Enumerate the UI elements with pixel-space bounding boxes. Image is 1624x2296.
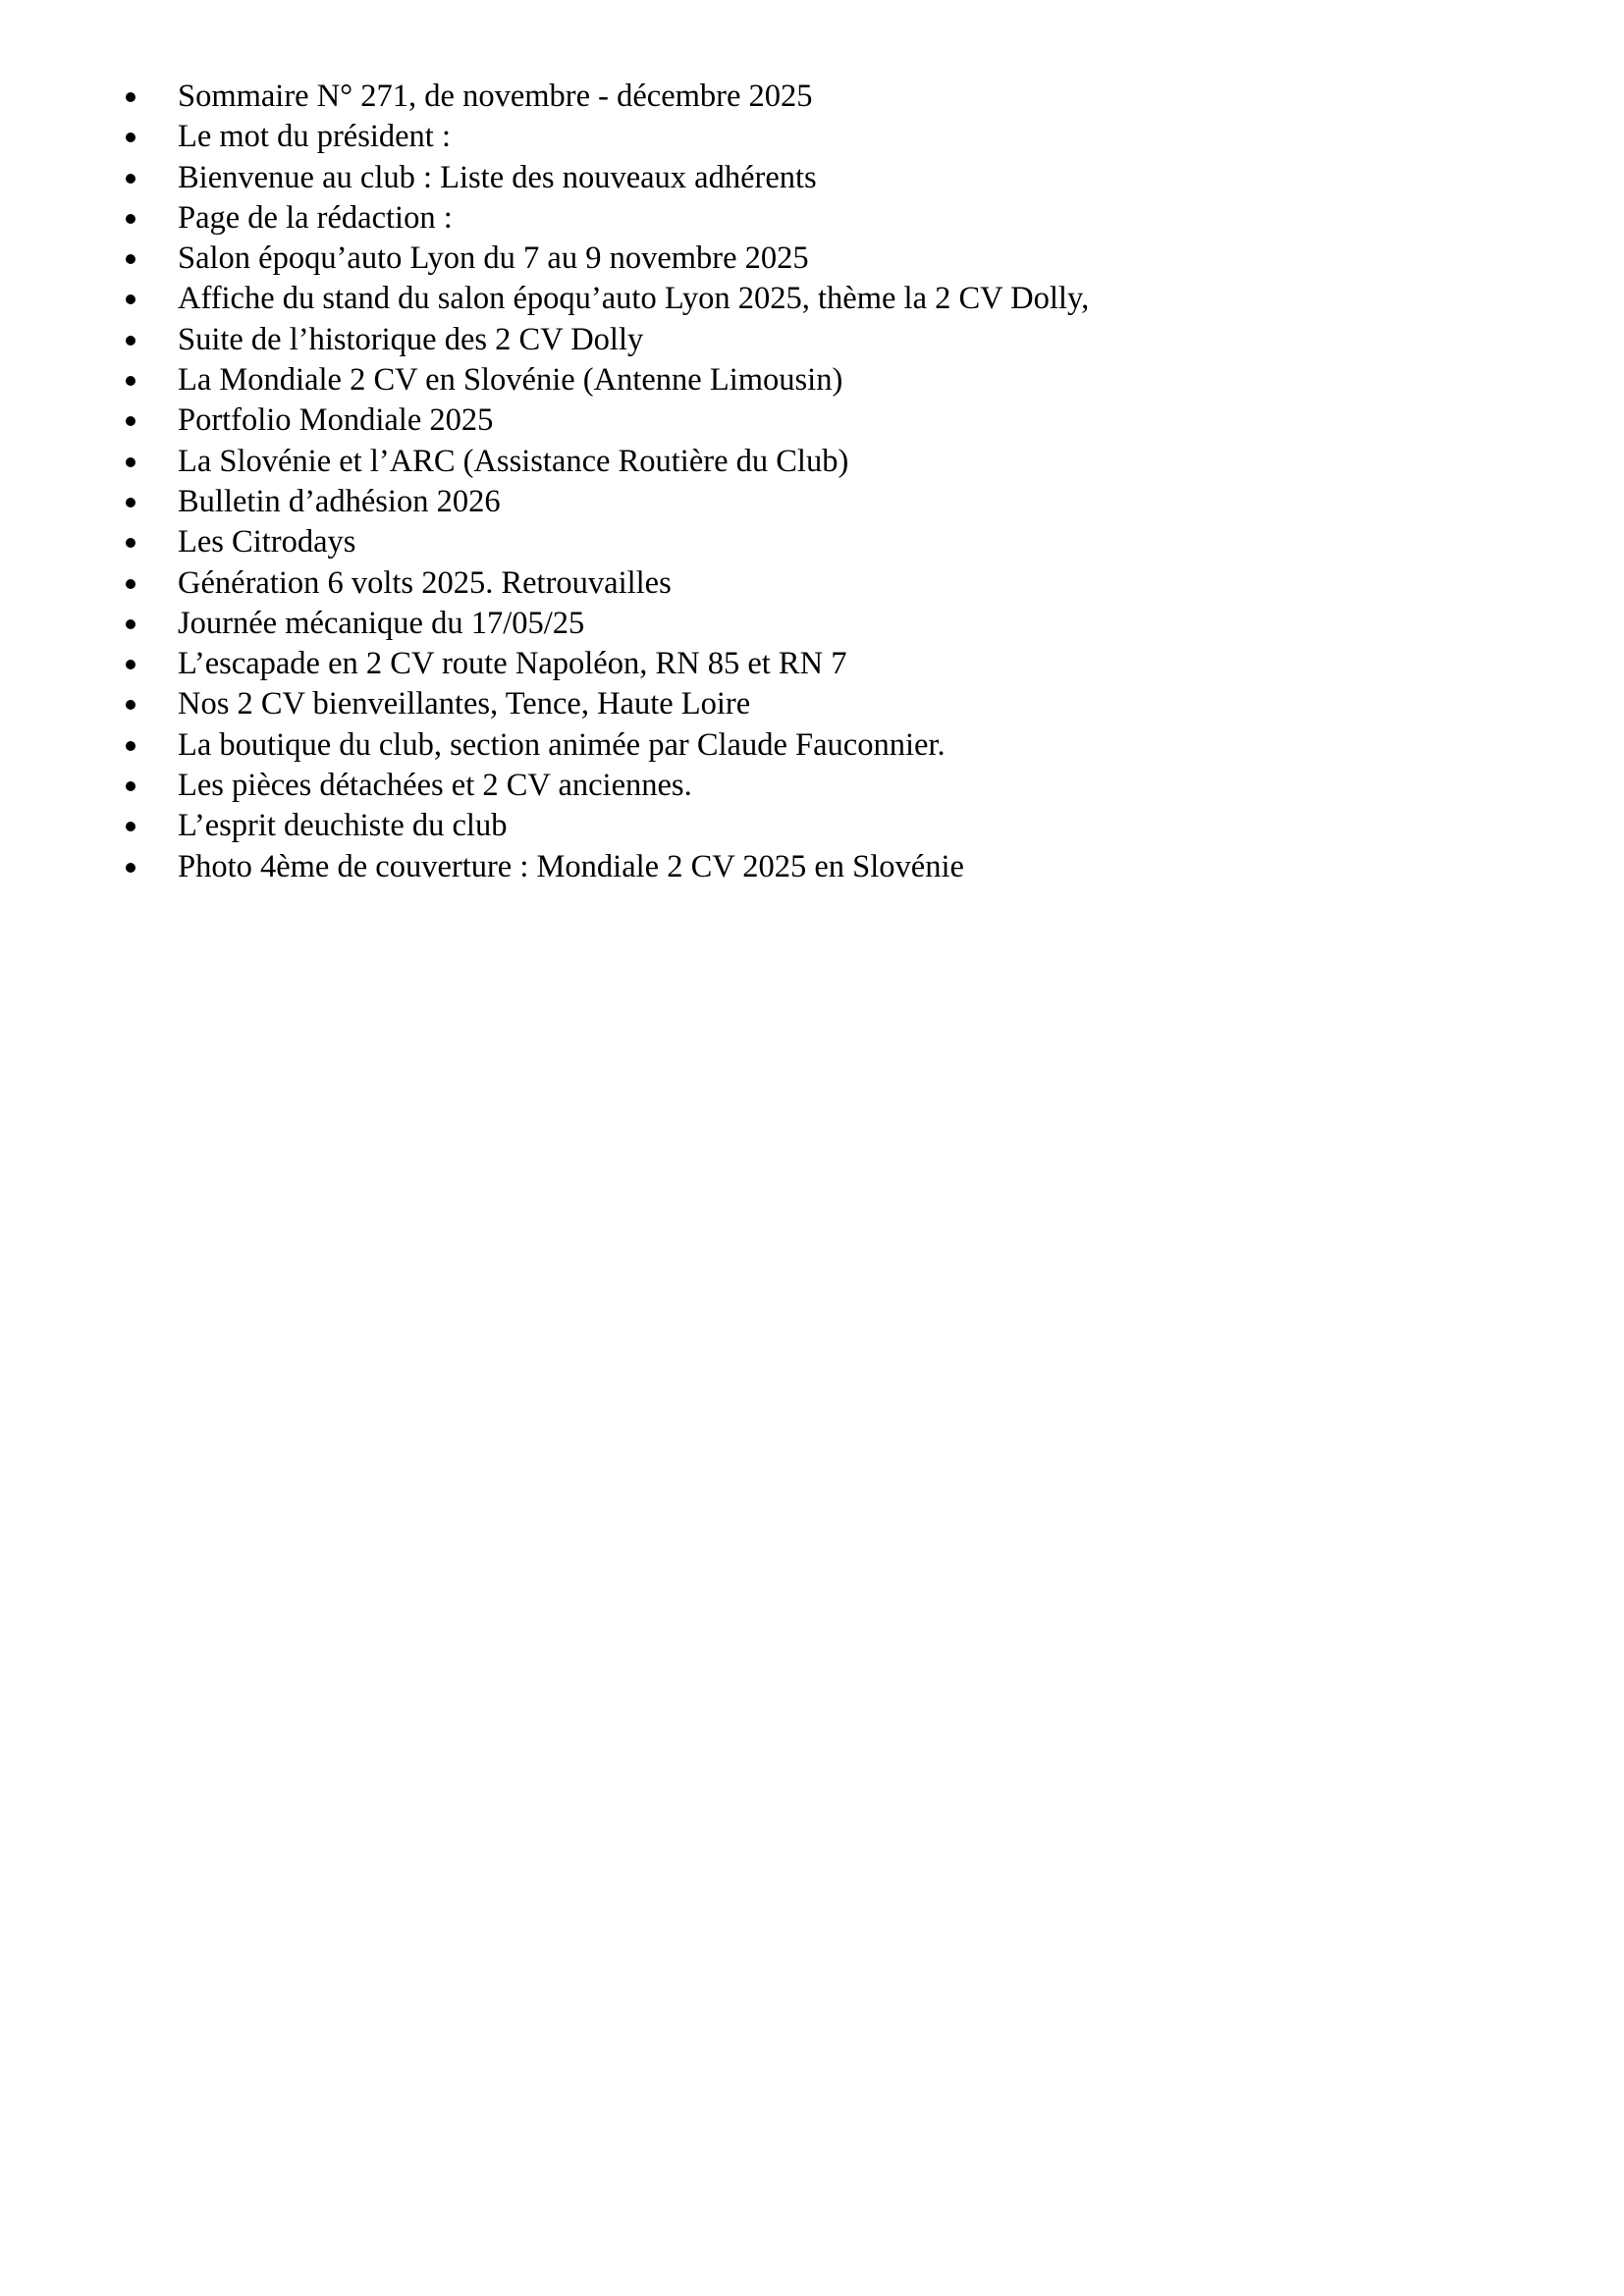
list-item	[126, 400, 1089, 441]
bullet-icon	[126, 336, 135, 346]
list-item-text: La Slovénie et l’ARC (Assistance Routière du Club)	[178, 443, 849, 479]
list-item	[126, 482, 1089, 522]
list-item	[126, 77, 1089, 117]
bullet-icon	[126, 660, 135, 669]
bullet-icon	[126, 174, 135, 184]
list-item-text: Salon époqu’auto Lyon du 7 au 9 novembre 2025	[178, 240, 809, 277]
bullet-icon	[126, 416, 135, 426]
list-item	[126, 644, 1089, 684]
list-item	[126, 198, 1089, 239]
list-item-text: Sommaire N° 271, de novembre - décembre 2025	[178, 79, 813, 114]
list-item-text: Photo 4ème de couverture : Mondiale 2 CV 2025 en Slovénie	[178, 848, 964, 884]
list-item	[126, 239, 1089, 279]
list-item	[126, 522, 1089, 562]
list-item	[126, 117, 1089, 157]
list-item-text: Suite de l’historique des 2 CV Dolly	[178, 321, 644, 357]
bullet-icon	[126, 538, 135, 548]
list-item-text: Le mot du président :	[178, 119, 451, 155]
table-of-contents-list	[126, 77, 1089, 887]
list-item-text: La boutique du club, section animée par Claude Fauconnier.	[178, 726, 946, 763]
bullet-icon	[126, 376, 135, 386]
list-item	[126, 766, 1089, 806]
bullet-icon	[126, 619, 135, 629]
list-item-text: Nos 2 CV bienveillantes, Tence, Haute Loire	[178, 686, 751, 722]
bullet-icon	[126, 498, 135, 507]
list-item-text: Journée mécanique du 17/05/25	[178, 605, 585, 641]
list-item-text: Page de la rédaction :	[178, 199, 453, 236]
list-item-text: Bienvenue au club : Liste des nouveaux adhérents	[178, 159, 817, 195]
list-item	[126, 847, 1089, 887]
bullet-icon	[126, 92, 135, 102]
list-item	[126, 442, 1089, 482]
bullet-icon	[126, 863, 135, 873]
list-item-text: Les pièces détachées et 2 CV anciennes.	[178, 768, 692, 804]
list-item-text: Affiche du stand du salon époqu’auto Lyon 2025, thème la 2 CV Dolly,	[178, 281, 1090, 317]
list-item-text: Portfolio Mondiale 2025	[178, 402, 494, 439]
list-item-text: La Mondiale 2 CV en Slovénie (Antenne Limousin)	[178, 362, 843, 399]
bullet-icon	[126, 457, 135, 467]
bullet-icon	[126, 741, 135, 751]
list-item	[126, 684, 1089, 724]
bullet-icon	[126, 294, 135, 304]
list-item	[126, 360, 1089, 400]
list-item	[126, 806, 1089, 846]
bullet-icon	[126, 822, 135, 831]
list-item-text: L’escapade en 2 CV route Napoléon, RN 85 et RN 7	[178, 646, 847, 682]
bullet-icon	[126, 781, 135, 791]
list-item-text: Bulletin d’adhésion 2026	[178, 483, 501, 519]
bullet-icon	[126, 214, 135, 224]
bullet-icon	[126, 579, 135, 589]
list-item	[126, 279, 1089, 319]
list-item	[126, 320, 1089, 360]
list-item	[126, 725, 1089, 766]
bullet-icon	[126, 254, 135, 264]
bullet-icon	[126, 133, 135, 142]
list-item	[126, 604, 1089, 644]
list-item	[126, 563, 1089, 604]
list-item-text: L’esprit deuchiste du club	[178, 808, 508, 844]
bullet-icon	[126, 700, 135, 710]
list-item	[126, 158, 1089, 198]
list-item-text: Les Citrodays	[178, 524, 356, 561]
list-item-text: Génération 6 volts 2025. Retrouvailles	[178, 564, 672, 601]
